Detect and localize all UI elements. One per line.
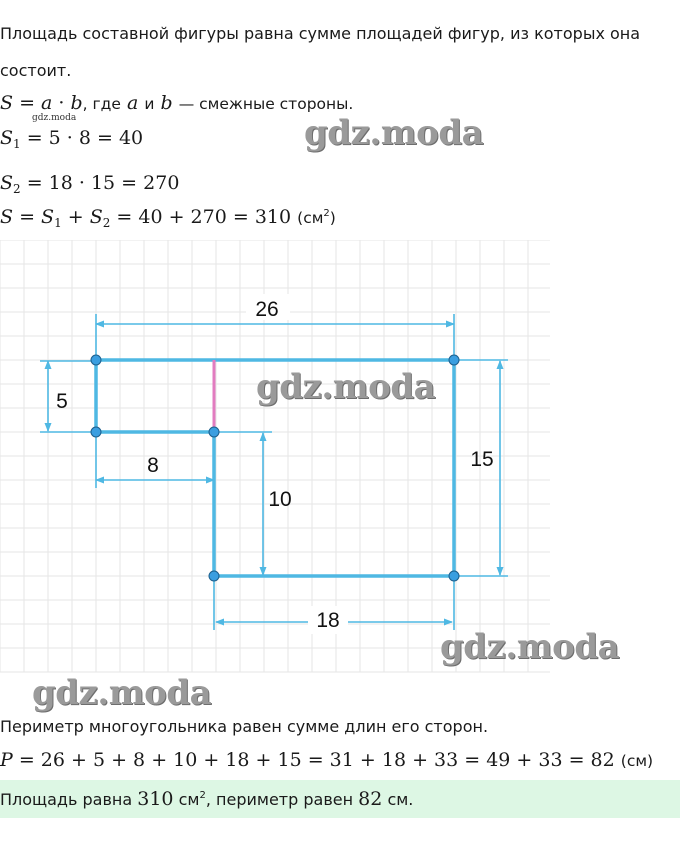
answer-text <box>0 788 413 810</box>
answer-middle: , периметр равен <box>205 790 354 809</box>
vertex <box>91 355 101 365</box>
vertex <box>209 427 219 437</box>
vertex <box>209 571 219 581</box>
answer-perimeter-unit: см. <box>387 790 414 809</box>
label-15: 15 <box>470 448 494 471</box>
answer-prefix: Площадь равна <box>0 790 133 809</box>
answer-perimeter: 82 <box>358 788 383 810</box>
watermark-left: gdz.moda <box>32 673 212 713</box>
watermark-small: gdz.moda <box>32 113 77 123</box>
perimeter-text: Периметр многоугольника равен сумме длин его сторон. <box>0 717 489 736</box>
intro-line-1: Площадь составной фигуры равна сумме площадей фигур, из которых она <box>0 24 641 43</box>
answer-area: 310 <box>137 788 174 810</box>
formula-s1: $S_1 = 5 \cdot 8 = 40$ <box>0 127 144 151</box>
label-5: 5 <box>56 390 68 413</box>
s1-rhs: 5 · 8 = 40 <box>48 127 144 149</box>
label-10: 10 <box>268 488 292 511</box>
label-8: 8 <box>147 454 159 477</box>
vertex <box>449 571 459 581</box>
vertex <box>449 355 459 365</box>
formula-rectangle: S = a · b, где a и b — смежные стороны. <box>0 92 354 114</box>
vertex <box>91 427 101 437</box>
area-unit: $(см^2)$ <box>297 208 336 227</box>
intro-line-2: состоит. <box>0 61 72 80</box>
formula-tail: — смежные стороны. <box>178 95 354 113</box>
formula-and: и <box>144 95 155 113</box>
s-rhs: 40 + 270 = 310 <box>138 206 292 228</box>
watermark-figure-bottom: gdz.moda <box>440 627 620 667</box>
perimeter-rhs: 26 + 5 + 8 + 10 + 18 + 15 = 31 + 18 + 33 = 49 + 33 = 82 <box>40 749 615 771</box>
formula-where: , где <box>82 95 121 113</box>
watermark-figure: gdz.moda <box>256 367 436 407</box>
formula-s2: $S_2 = 18 \cdot 15 = 270$ <box>0 172 180 196</box>
s2-rhs: 18 · 15 = 270 <box>48 172 180 194</box>
perimeter-unit: (см) <box>620 752 654 770</box>
watermark-top: gdz.moda <box>304 113 484 153</box>
figure-diagram <box>0 240 680 680</box>
label-26: 26 <box>255 298 279 321</box>
formula-perimeter: P = 26 + 5 + 8 + 10 + 18 + 15 = 31 + 18 + 33 = 49 + 33 = 82 (см) <box>0 749 654 771</box>
formula-s-total: $S = S_1 + S_2 = 40 + 270 = 310$ $(см^2)$ <box>0 206 336 230</box>
answer-area-unit: $см^2$ <box>178 790 206 809</box>
answer-box <box>0 780 680 818</box>
label-18: 18 <box>316 609 340 632</box>
